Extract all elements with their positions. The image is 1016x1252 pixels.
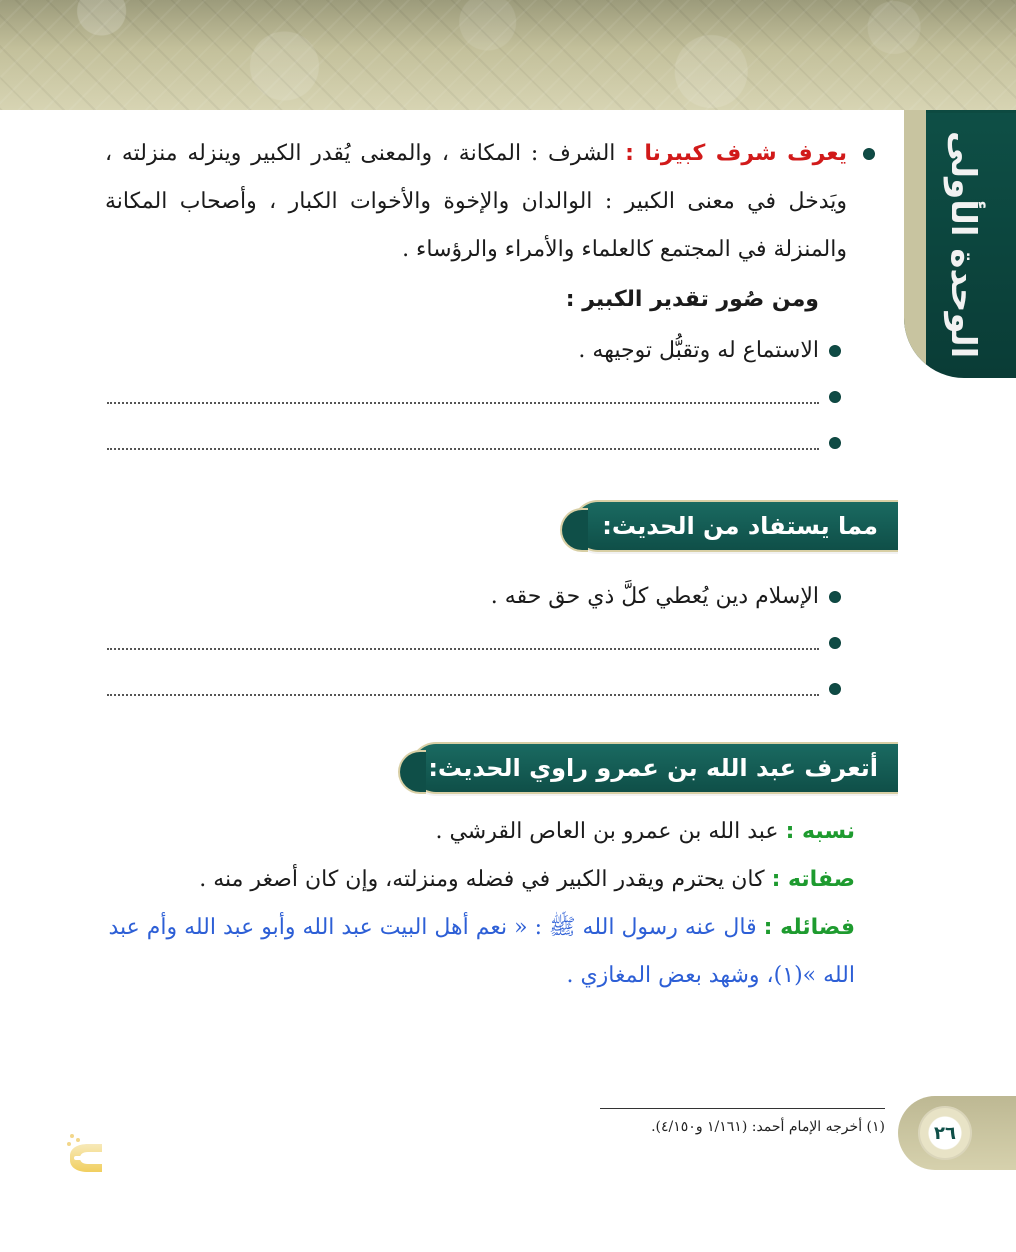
list-item — [105, 574, 875, 620]
dotted-line — [107, 402, 819, 404]
list-item-text: الاستماع له وتقبُّل توجيهه . — [578, 338, 819, 363]
publisher-logo-icon — [62, 1130, 110, 1186]
top-decorative-band — [0, 0, 1016, 110]
info-row — [105, 856, 875, 904]
unit-tab-cream-edge — [904, 110, 926, 378]
dotted-line — [107, 694, 819, 696]
list-item — [105, 374, 875, 420]
benefits-list — [105, 574, 875, 712]
list-item — [105, 420, 875, 466]
info-text: قال عنه رسول الله ﷺ : « نعم أهل البيت عبد الله وأبو عبد الله وأم عبد الله »(١)، وشهد بعض المغازي . — [108, 915, 855, 988]
unit-tab-label: الوحدة الأولى — [943, 131, 983, 359]
bullet-icon — [829, 391, 841, 403]
dotted-line — [107, 448, 819, 450]
page-number-circle — [918, 1106, 972, 1160]
bullet-icon — [829, 591, 841, 603]
intro-paragraph — [105, 130, 875, 274]
info-text: كان يحترم ويقدر الكبير في فضله ومنزلته، وإن كان أصغر منه . — [199, 867, 765, 892]
list-item-text: الإسلام دين يُعطي كلَّ ذي حق حقه . — [490, 584, 819, 609]
list-item — [105, 328, 875, 374]
bullet-icon — [829, 437, 841, 449]
unit-tab — [904, 110, 1016, 378]
list-item — [105, 620, 875, 666]
dotted-line — [107, 648, 819, 650]
info-label: نسبه : — [785, 819, 855, 844]
top-list — [105, 328, 875, 466]
info-text: عبد الله بن عمرو بن العاص القرشي . — [435, 819, 779, 844]
page-number: ٢٦ — [918, 1106, 972, 1160]
info-row — [105, 904, 875, 1000]
section-title: أتعرف عبد الله بن عمرو راوي الحديث: — [428, 754, 878, 782]
narrator-info — [105, 808, 875, 1000]
info-label: صفاته : — [771, 867, 855, 892]
intro-content — [105, 130, 875, 466]
info-label: فضائله : — [763, 915, 855, 940]
intro-paragraph-text: الشرف : المكانة ، والمعنى يُقدر الكبير وينزله منزلته ، ويَدخل في معنى الكبير : الوالدان والإخوة والأخوات الكبار ، وأصحاب المكانة والمنزلة في المجتمع كالعلماء والأمراء والرؤساء . — [105, 141, 847, 262]
intro-red-prefix: يعرف شرف كبيرنا : — [625, 141, 847, 166]
subheading: ومن صُور تقدير الكبير : — [565, 287, 819, 312]
info-row — [105, 808, 875, 856]
footnote-divider — [600, 1108, 885, 1109]
footnote: (١) أخرجه الإمام أحمد: (١/١٦١ و٤/١٥٠). — [651, 1119, 885, 1135]
bullet-icon — [863, 148, 875, 160]
section-banner — [410, 742, 898, 794]
section-title: مما يستفاد من الحديث: — [602, 512, 878, 540]
section-banner — [572, 500, 898, 552]
bullet-icon — [829, 683, 841, 695]
section1-list — [105, 566, 875, 712]
page-number-badge — [898, 1096, 1016, 1170]
bullet-icon — [829, 345, 841, 357]
bullet-icon — [829, 637, 841, 649]
list-item — [105, 666, 875, 712]
